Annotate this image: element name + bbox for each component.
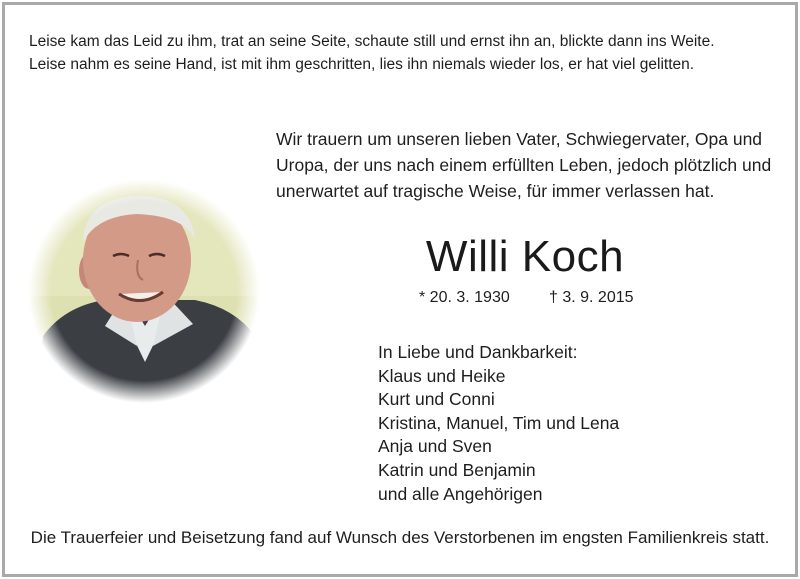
statement-line: unerwartet auf tragische Weise, für immer verlassen hat. [276,181,715,201]
deceased-name: Willi Koch [425,232,625,281]
poem [29,30,715,76]
statement-line: Uropa, der uns nach einem erfüllten Leben, jedoch plötzlich und [276,155,772,175]
funeral-notice: Die Trauerfeier und Beisetzung fand auf Wunsch des Verstorbenen im engsten Familienkreis statt. [30,528,770,547]
birth-date: * 20. 3. 1930 [419,289,510,306]
portrait-photo [25,176,263,406]
family-heading: In Liebe und Dankbarkeit: [378,342,578,362]
family-member: und alle Angehörigen [378,483,543,504]
family-member: Kristina, Manuel, Tim und Lena [378,412,620,433]
mourning-statement [276,126,771,204]
family-list [378,341,619,506]
death-date: † 3. 9. 2015 [549,289,634,306]
family-member: Anja und Sven [378,436,492,457]
poem-line: Leise nahm es seine Hand, ist mit ihm geschritten, lies ihn niemals wieder los, er hat viel gelitten. [29,56,695,73]
family-member: Kurt und Conni [378,389,495,410]
statement-line: Wir trauern um unseren lieben Vater, Schwiegervater, Opa und [276,129,763,149]
family-member: Katrin und Benjamin [378,459,536,480]
family-member: Klaus und Heike [378,365,506,386]
poem-line: Leise kam das Leid zu ihm, trat an seine Seite, schaute still und ernst ihn an, blickte dann ins Weite. [29,33,715,50]
